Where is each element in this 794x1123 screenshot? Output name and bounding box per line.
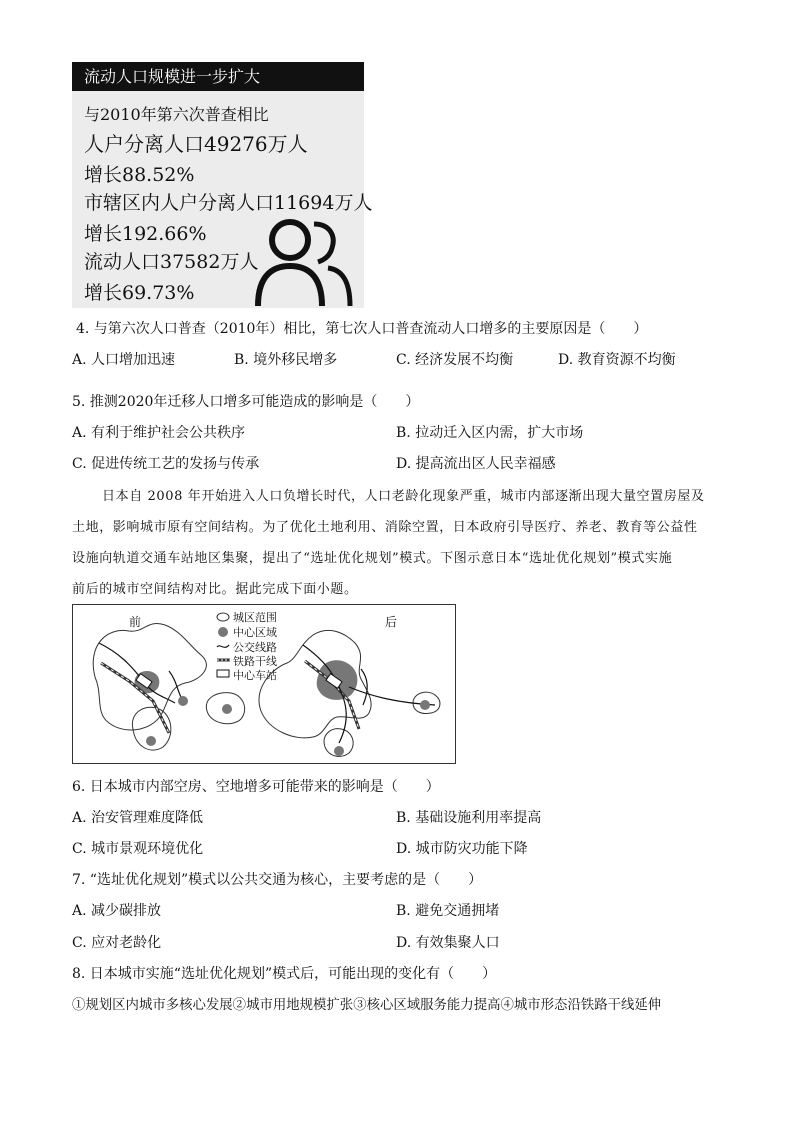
after-satellite-center — [420, 700, 430, 710]
before-bus-line — [99, 643, 175, 703]
question-5-option-c[interactable]: C. 促进传统工艺的发扬与传承 — [72, 456, 260, 472]
question-4-option-b[interactable]: B. 境外移民增多 — [234, 352, 338, 368]
infographic-line: 增长88.52% — [84, 164, 195, 186]
question-7-option-b[interactable]: B. 避免交通拥堵 — [396, 903, 500, 919]
question-8-stem: 8. 日本城市实施“选址优化规划”模式后，可能出现的变化有（ ） — [72, 966, 497, 982]
after-satellite-center — [334, 746, 344, 756]
question-7-option-c[interactable]: C. 应对老龄化 — [72, 935, 162, 951]
question-4-stem: 4. 与第六次人口普查（2010年）相比，第七次人口普查流动人口增多的主要原因是（ ） — [76, 321, 648, 337]
passage-line: 日本自 2008 年开始进入人口负增长时代，人口老龄化现象严重，城市内部逐渐出现大量空置房屋及 — [102, 489, 705, 504]
before-satellite-center — [222, 704, 232, 714]
infographic-line: 增长192.66% — [84, 223, 207, 245]
question-5-option-b[interactable]: B. 拉动迁入区内需，扩大市场 — [396, 425, 584, 441]
infographic-line: 人户分离人口49276万人 — [84, 132, 308, 156]
infographic-line: 市辖区内人户分离人口11694万人 — [84, 192, 373, 214]
passage-line: 土地，影响城市原有空间结构。为了优化土地利用、消除空置，日本政府引导医疗、养老、教育等公益性 — [72, 520, 698, 535]
passage-line: 前后的城市空间结构对比。据此完成下面小题。 — [72, 582, 358, 597]
question-5-stem: 5. 推测2020年迁移人口增多可能造成的影响是（ ） — [72, 394, 420, 410]
question-4-option-c[interactable]: C. 经济发展不均衡 — [396, 352, 514, 368]
passage-line: 设施向轨道交通车站地区集聚，提出了“选址优化规划”模式。下图示意日本“选址优化规划”模式实施 — [72, 551, 673, 566]
question-7-option-d[interactable]: D. 有效集聚人口 — [396, 935, 500, 951]
legend-bus-line-label: 公交线路 — [233, 641, 277, 654]
infographic-line: 流动人口37582万人 — [84, 251, 259, 273]
legend-center-area-symbol — [218, 627, 228, 637]
legend-center-area-label: 中心区域 — [233, 626, 277, 639]
people-icon — [252, 212, 362, 308]
legend-bus-line-symbol — [217, 645, 229, 647]
question-6-option-a[interactable]: A. 治安管理难度降低 — [72, 810, 204, 826]
legend-central-station-symbol — [217, 670, 229, 677]
question-7-option-a[interactable]: A. 减少碳排放 — [72, 903, 162, 919]
map-before-label: 前 — [129, 615, 142, 629]
infographic-line: 与2010年第六次普查相比 — [84, 105, 269, 124]
question-6-option-d[interactable]: D. 城市防灾功能下降 — [396, 841, 528, 857]
question-6-stem: 6. 日本城市内部空房、空地增多可能带来的影响是（ ） — [72, 779, 440, 795]
before-satellite-center — [178, 696, 188, 706]
legend-city-boundary-label: 城区范围 — [233, 611, 277, 624]
question-6-option-b[interactable]: B. 基础设施利用率提高 — [396, 810, 542, 826]
population-infographic — [72, 62, 373, 308]
before-railway — [101, 663, 169, 733]
legend-city-boundary-symbol — [217, 613, 229, 621]
legend-railway-label: 铁路干线 — [233, 655, 277, 668]
infographic-line: 增长69.73% — [84, 282, 195, 304]
question-4-option-d[interactable]: D. 教育资源不均衡 — [558, 352, 676, 368]
legend-central-station-label: 中心车站 — [233, 669, 277, 682]
question-8-choices: ①规划区内城市多核心发展②城市用地规模扩张③核心区域服务能力提高④城市形态沿铁路干线延伸 — [72, 998, 662, 1013]
question-5-option-a[interactable]: A. 有利于维护社会公共秩序 — [72, 425, 246, 441]
infographic-header: 流动人口规模进一步扩大 — [72, 62, 364, 91]
question-6-option-c[interactable]: C. 城市景观环境优化 — [72, 841, 204, 857]
question-5-option-d[interactable]: D. 提高流出区人民幸福感 — [396, 456, 556, 472]
map-after-label: 后 — [385, 615, 398, 629]
city-structure-map — [72, 604, 456, 764]
question-7-stem: 7. “选址优化规划”模式以公共交通为核心，主要考虑的是（ ） — [72, 872, 483, 888]
after-bus-line — [361, 669, 367, 705]
before-satellite-center — [146, 736, 156, 746]
question-4-option-a[interactable]: A. 人口增加迅速 — [72, 352, 176, 368]
